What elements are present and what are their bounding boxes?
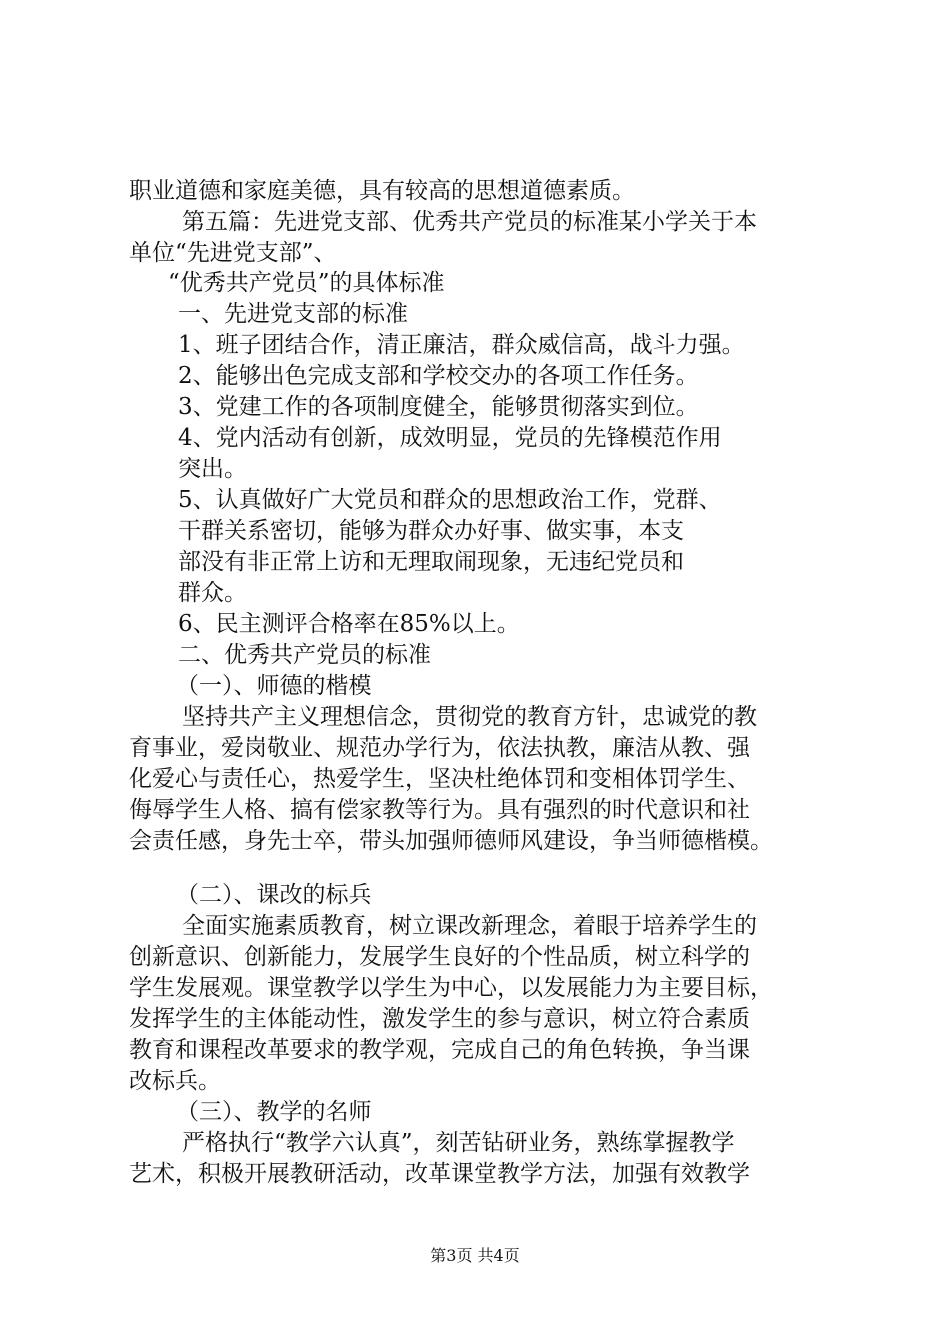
- list-item: 4、党内活动有创新，成效明显，党员的先锋模范作用: [178, 425, 722, 451]
- paragraph-line: 严格执行“教学六认真”，刻苦钻研业务，熟练掌握教学: [182, 1130, 735, 1156]
- list-item-continued: 群众。: [178, 580, 247, 606]
- paragraph-line: 艺术，积极开展教研活动，改革课堂教学方法，加强有效教学: [129, 1161, 750, 1187]
- list-item: 5、认真做好广大党员和群众的思想政治工作，党群、: [178, 487, 722, 513]
- paragraph-line: 教育和课程改革要求的教学观，完成自己的角色转换，争当课: [129, 1037, 750, 1063]
- text-line: 职业道德和家庭美德，具有较高的思想道德素质。: [129, 178, 635, 204]
- paragraph-line: 坚持共产主义理想信念，贯彻党的教育方针，忠诚党的教: [182, 704, 757, 730]
- paragraph-line: 会责任感，身先士卒，带头加强师德师风建设，争当师德楷模。: [129, 828, 773, 854]
- list-item: 3、党建工作的各项制度健全，能够贯彻落实到位。: [178, 394, 699, 420]
- paragraph-line: 侮辱学生人格、搞有偿家教等行为。具有强烈的时代意识和社: [129, 797, 750, 823]
- list-item: 1、班子团结合作，清正廉洁，群众威信高，战斗力强。: [178, 332, 745, 358]
- paragraph-line: 发挥学生的主体能动性，激发学生的参与意识，树立符合素质: [129, 1006, 750, 1032]
- paragraph-line: 育事业，爱岗敬业、规范办学行为，依法执教，廉洁从教、强: [129, 735, 750, 761]
- paragraph-line: 化爱心与责任心，热爱学生，坚决杜绝体罚和变相体罚学生、: [129, 766, 750, 792]
- text-line: 第五篇：先进党支部、优秀共产党员的标准某小学关于本: [182, 209, 757, 235]
- section-heading: 一、先进党支部的标准: [178, 301, 408, 327]
- paragraph-line: 全面实施素质教育，树立课改新理念，着眼于培养学生的: [182, 913, 757, 939]
- paragraph-line: 改标兵。: [129, 1068, 221, 1094]
- text-line: 单位“先进党支部”、: [129, 240, 337, 266]
- subsection-heading: （一）、师德的楷模: [176, 673, 372, 699]
- section-heading: 二、优秀共产党员的标准: [178, 642, 431, 668]
- list-item-continued: 干群关系密切，能够为群众办好事、做实事，本支: [178, 518, 684, 544]
- list-item: 2、能够出色完成支部和学校交办的各项工作任务。: [178, 363, 699, 389]
- paragraph-line: 创新意识、创新能力，发展学生良好的个性品质，树立科学的: [129, 944, 750, 970]
- page-footer: 第3页 共4页: [430, 1246, 520, 1265]
- list-item-continued: 部没有非正常上访和无理取闹现象，无违纪党员和: [178, 549, 684, 575]
- list-item-continued: 突出。: [178, 456, 247, 482]
- subsection-heading: （二）、课改的标兵: [176, 882, 372, 908]
- paragraph-line: 学生发展观。课堂教学以学生为中心，以发展能力为主要目标，: [129, 975, 773, 1001]
- list-item: 6、民主测评合格率在85%以上。: [178, 611, 520, 637]
- text-line: “优秀共产党员”的具体标准: [168, 270, 445, 296]
- subsection-heading: （三）、教学的名师: [176, 1099, 372, 1125]
